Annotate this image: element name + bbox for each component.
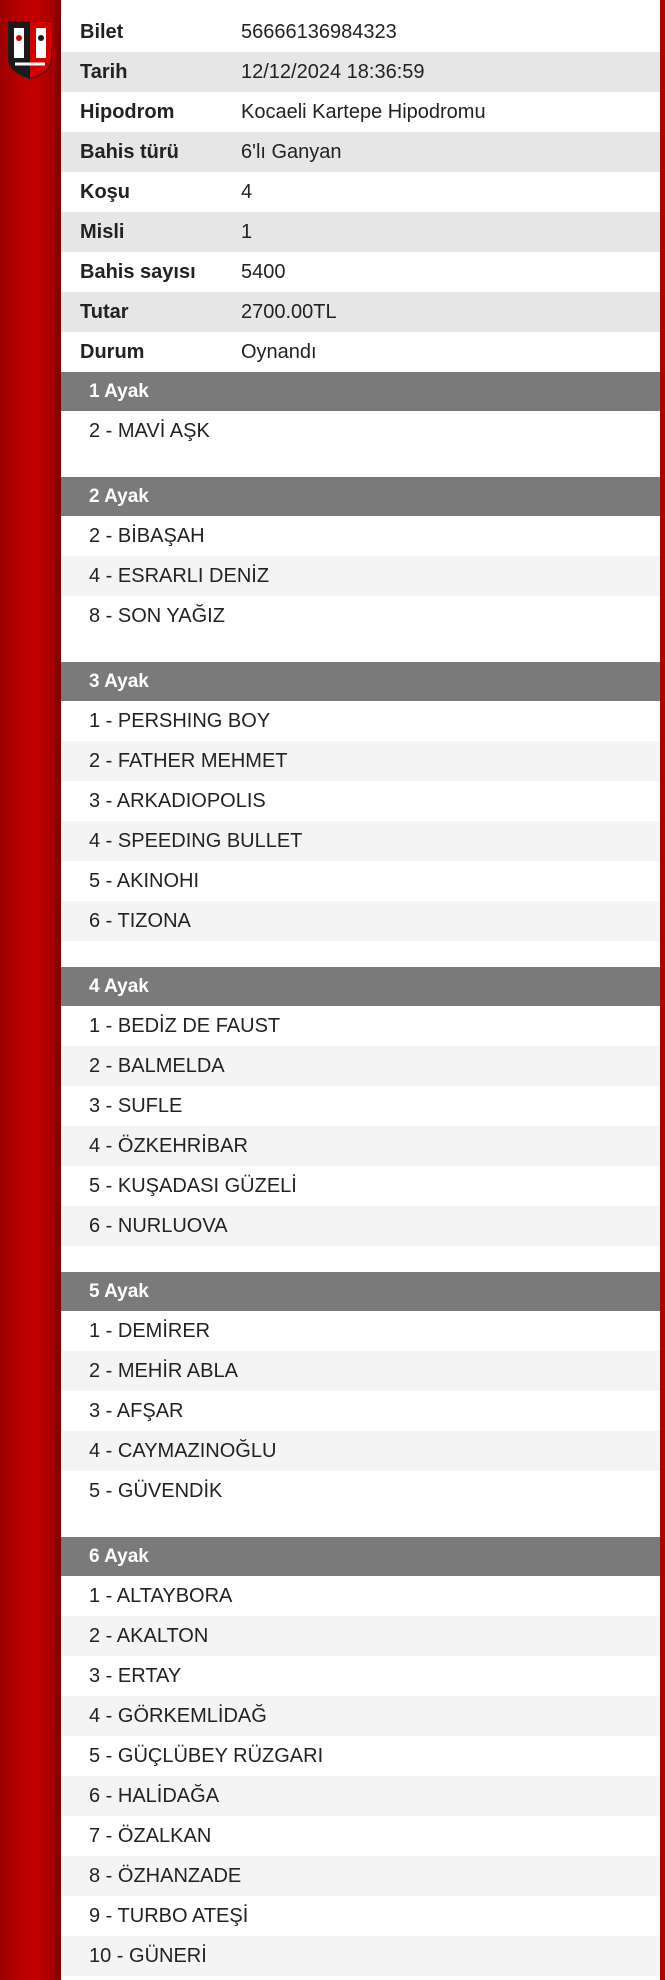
leg-header: 4 Ayak bbox=[61, 967, 660, 1006]
ticket-content bbox=[61, 12, 660, 1980]
ticket-row-bahis-sayisi bbox=[61, 252, 660, 292]
runner-item: 6 - NURLUOVA bbox=[61, 1206, 660, 1246]
ticket-row-label: Bahis sayısı bbox=[80, 260, 196, 283]
runner-item: 3 - ERTAY bbox=[89, 1664, 182, 1687]
runner-item: 5 - GÜVENDİK bbox=[89, 1479, 223, 1502]
ticket-info-table bbox=[61, 12, 660, 372]
runner-item: 2 - MAVİ AŞK bbox=[89, 419, 210, 442]
runner-item: 4 - GÖRKEMLİDAĞ bbox=[61, 1696, 660, 1736]
runner-item: 5 - KUŞADASI GÜZELİ bbox=[89, 1174, 297, 1197]
leg-header: 3 Ayak bbox=[61, 662, 660, 701]
ticket-row-bilet bbox=[61, 12, 660, 52]
leg-section-6 bbox=[61, 1537, 660, 1976]
ticket-row-label: Koşu bbox=[80, 180, 130, 203]
ticket-row-value: Kocaeli Kartepe Hipodromu bbox=[241, 100, 486, 123]
ticket-row-label: Misli bbox=[80, 220, 125, 243]
ticket-row-value: 1 bbox=[241, 220, 253, 243]
right-rail bbox=[660, 0, 665, 1980]
ticket-row-label: Bilet bbox=[80, 20, 124, 43]
runner-item: 2 - MEHİR ABLA bbox=[61, 1351, 660, 1391]
runner-item: 1 - PERSHING BOY bbox=[89, 709, 271, 732]
runner-item: 1 - ALTAYBORA bbox=[89, 1584, 233, 1607]
ticket-row-kosu bbox=[61, 172, 660, 212]
ticket-row-value: 6'lı Ganyan bbox=[241, 140, 342, 163]
leg-section-3 bbox=[61, 662, 660, 941]
ticket-row-bahis-turu bbox=[61, 132, 660, 172]
runner-item: 2 - AKALTON bbox=[61, 1616, 660, 1656]
runner-item: 5 - GÜÇLÜBEY RÜZGARI bbox=[89, 1744, 324, 1767]
club-crest-logo-icon bbox=[5, 18, 55, 80]
ticket-row-value: 2700.00TL bbox=[241, 300, 337, 323]
runner-item: 8 - ÖZHANZADE bbox=[61, 1856, 660, 1896]
ticket-row-label: Hipodrom bbox=[80, 100, 175, 123]
ticket-row-value: Oynandı bbox=[241, 340, 317, 363]
ticket-row-hipodrom bbox=[61, 92, 660, 132]
runner-item: 8 - SON YAĞIZ bbox=[89, 604, 225, 627]
left-rail bbox=[0, 0, 61, 1980]
runner-item: 10 - GÜNERİ bbox=[61, 1936, 660, 1976]
ticket-row-label: Bahis türü bbox=[80, 140, 179, 163]
ticket-row-value: 5400 bbox=[241, 260, 286, 283]
leg-section-2 bbox=[61, 477, 660, 636]
runner-item: 1 - DEMİRER bbox=[89, 1319, 211, 1342]
runner-item: 4 - CAYMAZINOĞLU bbox=[61, 1431, 660, 1471]
leg-header: 1 Ayak bbox=[61, 372, 660, 411]
leg-header: 5 Ayak bbox=[61, 1272, 660, 1311]
ticket-row-label: Tarih bbox=[80, 60, 128, 83]
leg-section-1 bbox=[61, 372, 660, 451]
ticket-row-label: Tutar bbox=[80, 300, 129, 323]
leg-header: 6 Ayak bbox=[61, 1537, 660, 1576]
ticket-row-tutar bbox=[61, 292, 660, 332]
runner-item: 5 - AKINOHI bbox=[89, 869, 200, 892]
ticket-row-misli bbox=[61, 212, 660, 252]
leg-header: 2 Ayak bbox=[61, 477, 660, 516]
ticket-row-tarih bbox=[61, 52, 660, 92]
runner-item: 7 - ÖZALKAN bbox=[89, 1824, 212, 1847]
ticket-row-value: 12/12/2024 18:36:59 bbox=[241, 60, 425, 83]
runner-item: 9 - TURBO ATEŞİ bbox=[89, 1904, 249, 1927]
runner-item: 2 - BİBAŞAH bbox=[89, 524, 205, 547]
leg-section-5 bbox=[61, 1272, 660, 1511]
runner-item: 2 - BALMELDA bbox=[61, 1046, 660, 1086]
runner-item: 3 - ARKADIOPOLIS bbox=[89, 789, 266, 812]
runner-item: 2 - FATHER MEHMET bbox=[61, 741, 660, 781]
ticket-row-value: 4 bbox=[241, 180, 253, 203]
runner-item: 6 - HALİDAĞA bbox=[61, 1776, 660, 1816]
runner-item: 3 - SUFLE bbox=[89, 1094, 183, 1117]
runner-item: 3 - AFŞAR bbox=[89, 1399, 184, 1422]
runner-item: 6 - TIZONA bbox=[61, 901, 660, 941]
ticket-row-label: Durum bbox=[80, 340, 145, 363]
runner-item: 1 - BEDİZ DE FAUST bbox=[89, 1014, 281, 1037]
leg-section-4 bbox=[61, 967, 660, 1246]
runner-item: 4 - SPEEDING BULLET bbox=[61, 821, 660, 861]
runner-item: 4 - ESRARLI DENİZ bbox=[61, 556, 660, 596]
ticket-row-durum bbox=[61, 332, 660, 372]
ticket-row-value: 56666136984323 bbox=[241, 20, 397, 43]
runner-item: 4 - ÖZKEHRİBAR bbox=[61, 1126, 660, 1166]
